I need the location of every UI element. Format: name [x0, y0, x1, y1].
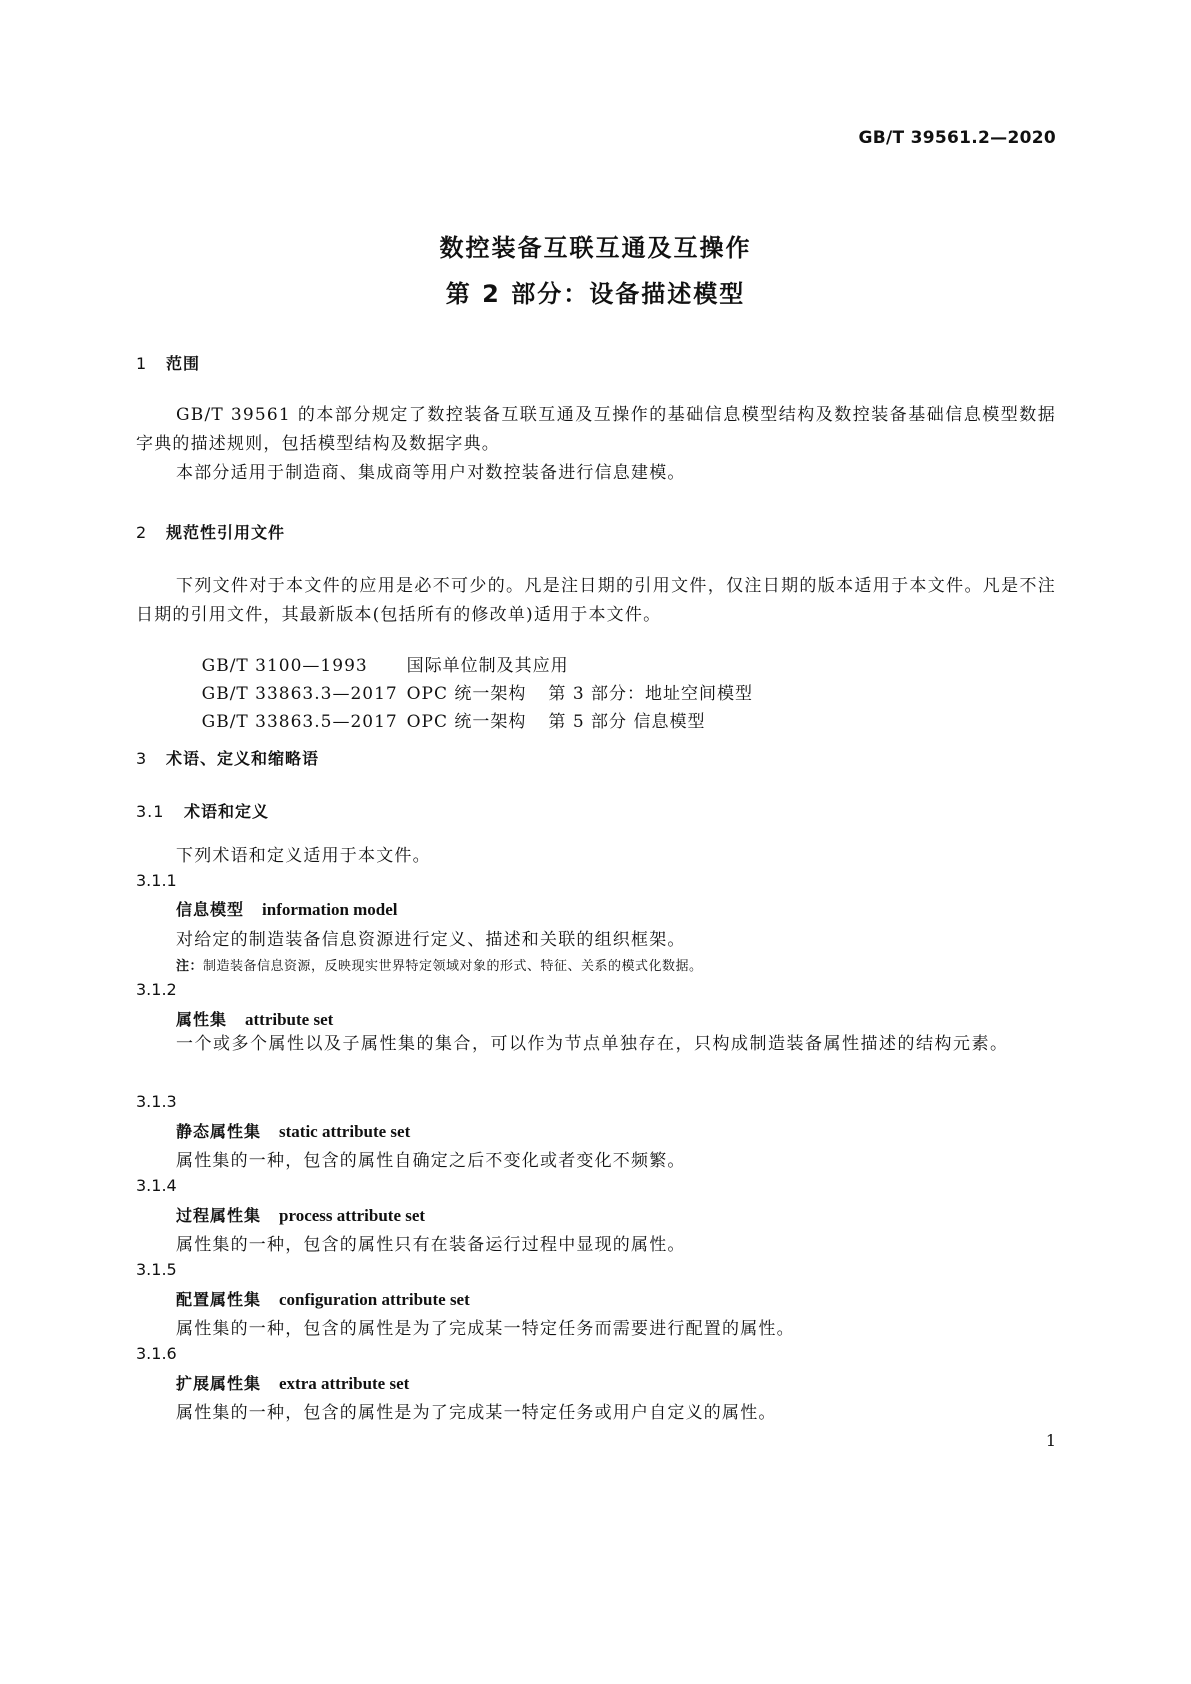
term-definition: 对给定的制造装备信息资源进行定义、描述和关联的组织框架。 [176, 930, 686, 950]
term-english: attribute set [245, 1010, 334, 1029]
reference-standard: GB/T 33863.5—2017 [201, 712, 398, 732]
term-english: process attribute set [279, 1206, 426, 1225]
term-number: 3.1.6 [136, 1344, 177, 1363]
section-number: 1 [136, 354, 148, 373]
note-text: 制造装备信息资源，反映现实世界特定领域对象的形式、特征、关系的模式化数据。 [203, 959, 703, 974]
term-number: 3.1.4 [136, 1176, 177, 1195]
section-1-heading [136, 351, 200, 374]
section-3-heading [136, 746, 319, 769]
standard-code: GB/T 39561.2—2020 [858, 128, 1056, 148]
term-number: 3.1.1 [136, 871, 177, 890]
term-entry [176, 1371, 409, 1394]
section-2-paragraph-1: 下列文件对于本文件的应用是必不可少的。凡是注日期的引用文件，仅注日期的版本适用于本文件。凡是不注日期的引用文件，其最新版本(包括所有的修改单)适用于本文件。 [136, 576, 1056, 625]
reference-name: OPC 统一架构 [406, 684, 527, 704]
term-definition: 属性集的一种，包含的属性自确定之后不变化或者变化不频繁。 [176, 1151, 686, 1171]
section-3-1-heading [136, 799, 269, 822]
reference-part: 第 3 部分：地址空间模型 [548, 684, 754, 704]
document-title-line2: 第 2 部分：设备描述模型 [445, 280, 746, 308]
reference-part: 第 5 部分 信息模型 [548, 712, 706, 732]
page-number: 1 [1045, 1431, 1056, 1450]
term-chinese: 属性集 [176, 1010, 228, 1029]
section-1-paragraph-1: GB/T 39561 的本部分规定了数控装备互联互通及互操作的基础信息模型结构及数控装备基础信息模型数据字典的描述规则，包括模型结构及数据字典。 [136, 405, 1056, 454]
term-number: 3.1.5 [136, 1260, 177, 1279]
term-entry [176, 1203, 425, 1226]
term-english: static attribute set [279, 1122, 411, 1141]
reference-standard: GB/T 33863.3—2017 [201, 684, 398, 704]
term-chinese: 配置属性集 [176, 1290, 262, 1309]
term-note [176, 955, 703, 974]
term-definition: 属性集的一种，包含的属性是为了完成某一特定任务或用户自定义的属性。 [176, 1403, 777, 1423]
term-chinese: 扩展属性集 [176, 1374, 262, 1393]
reference-name: 国际单位制及其应用 [406, 656, 569, 676]
section-3-1-intro: 下列术语和定义适用于本文件。 [176, 846, 431, 866]
term-english: extra attribute set [279, 1374, 410, 1393]
reference-name: OPC 统一架构 [406, 712, 527, 732]
note-label: 注： [176, 959, 204, 974]
normative-reference [176, 687, 705, 752]
section-1-paragraph-2: 本部分适用于制造商、集成商等用户对数控装备进行信息建模。 [176, 463, 686, 483]
term-chinese: 静态属性集 [176, 1122, 262, 1141]
reference-standard: GB/T 3100—1993 [201, 656, 368, 676]
term-definition: 属性集的一种，包含的属性只有在装备运行过程中显现的属性。 [176, 1235, 686, 1255]
section-title: 术语、定义和缩略语 [166, 749, 320, 768]
term-number: 3.1.3 [136, 1092, 177, 1111]
section-number: 3.1 [136, 802, 165, 821]
term-definition: 一个或多个属性以及子属性集的集合，可以作为节点单独存在，只构成制造装备属性描述的结构元素。 [176, 1034, 1009, 1054]
section-title: 规范性引用文件 [166, 523, 286, 542]
term-number: 3.1.2 [136, 980, 177, 999]
section-title: 范围 [166, 354, 201, 373]
term-chinese: 过程属性集 [176, 1206, 262, 1225]
section-number: 3 [136, 749, 148, 768]
term-entry [176, 1119, 410, 1142]
section-2-heading [136, 520, 285, 543]
section-number: 2 [136, 523, 148, 542]
section-title: 术语和定义 [184, 802, 270, 821]
term-english: information model [262, 900, 398, 919]
document-title-line1: 数控装备互联互通及互操作 [439, 234, 752, 262]
term-entry [176, 897, 398, 920]
term-english: configuration attribute set [279, 1290, 470, 1309]
term-entry [176, 1007, 333, 1030]
term-chinese: 信息模型 [176, 900, 245, 919]
term-definition: 属性集的一种，包含的属性是为了完成某一特定任务而需要进行配置的属性。 [176, 1319, 795, 1339]
term-entry [176, 1287, 470, 1310]
